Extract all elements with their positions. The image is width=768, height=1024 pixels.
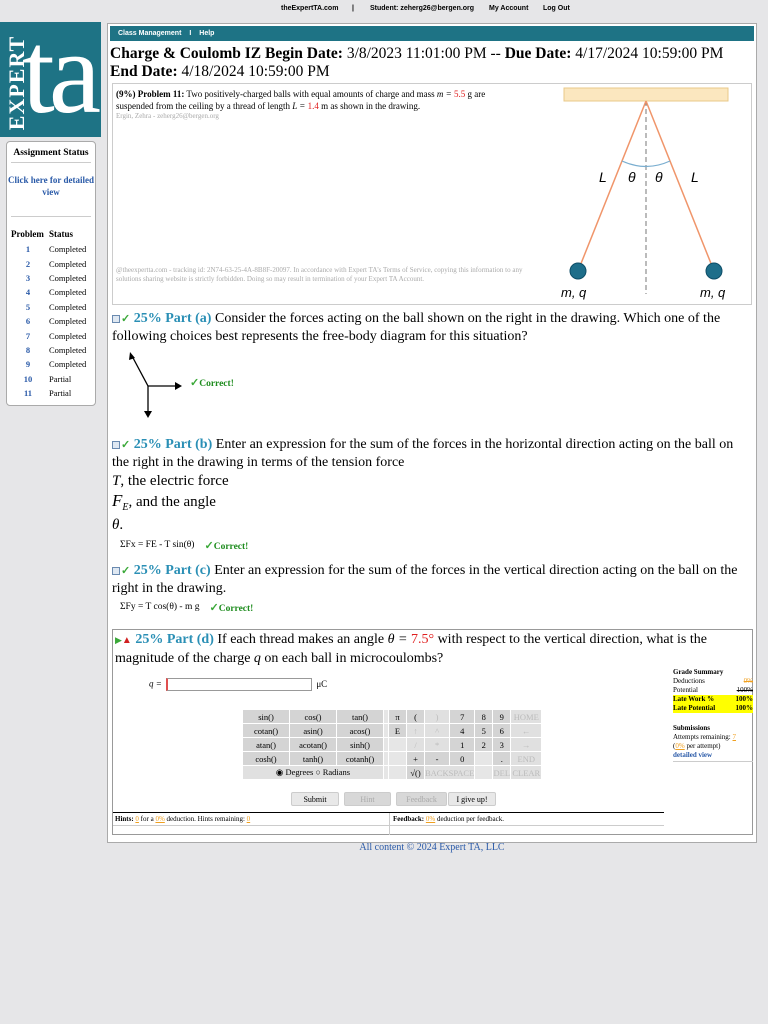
grade-summary bbox=[673, 668, 753, 762]
part-c-result bbox=[209, 601, 253, 614]
hints-feedback-bar bbox=[113, 812, 664, 834]
problem-status: Completed bbox=[49, 301, 87, 312]
calc-key[interactable]: ) bbox=[425, 710, 449, 723]
main-panel bbox=[107, 23, 757, 843]
right-mass-charge-label: m, q bbox=[700, 285, 726, 300]
assignment-name: Charge & Coulomb IZ bbox=[110, 45, 262, 62]
problem-number[interactable]: 9 bbox=[25, 359, 31, 370]
part-b-result bbox=[204, 539, 248, 552]
status-table bbox=[11, 229, 86, 400]
part-status-icon bbox=[112, 315, 120, 323]
hints-remaining: 0 bbox=[246, 815, 251, 823]
answer-input[interactable] bbox=[166, 678, 312, 691]
latepotential-value: 100% bbox=[735, 704, 753, 712]
top-nav bbox=[0, 0, 768, 18]
play-icon: ▶ bbox=[115, 635, 122, 645]
calc-key[interactable]: + bbox=[407, 752, 424, 765]
calc-func-key[interactable]: cosh() bbox=[243, 752, 289, 765]
calc-key[interactable]: π bbox=[389, 710, 406, 723]
del-key[interactable]: DEL bbox=[493, 767, 511, 778]
calc-key[interactable]: * bbox=[425, 738, 449, 751]
problem-sentence: m as shown in the drawing. bbox=[321, 101, 421, 111]
hints-text: deduction. Hints remaining: bbox=[166, 815, 245, 823]
attempts-row bbox=[673, 733, 753, 742]
part-b-text: , and the angle bbox=[128, 494, 216, 510]
col-problem: Problem bbox=[11, 229, 44, 239]
backspace-key[interactable]: BACKSPACE bbox=[425, 767, 475, 778]
status-row[interactable] bbox=[11, 328, 86, 342]
left-mass-charge-label: m, q bbox=[561, 285, 587, 300]
end-date-label: End Date: bbox=[110, 63, 178, 80]
grade-row-latework bbox=[673, 695, 753, 704]
problem-text bbox=[116, 88, 521, 120]
problem-status: Completed bbox=[49, 287, 87, 298]
problem-status: Completed bbox=[49, 258, 87, 269]
part-status-icon bbox=[112, 441, 120, 449]
divider bbox=[11, 216, 91, 217]
status-row[interactable] bbox=[11, 343, 86, 357]
part-d-question: on each ball in microcoulombs? bbox=[264, 651, 444, 666]
problem-label: Problem 11: bbox=[137, 89, 185, 99]
part-a-title: 25% Part (a) bbox=[133, 311, 212, 326]
divider bbox=[389, 813, 390, 835]
hints-text: for a bbox=[140, 815, 154, 823]
sqrt-key[interactable]: √() bbox=[407, 766, 424, 779]
left-theta-label: θ bbox=[628, 169, 636, 185]
problem-number[interactable]: 1 bbox=[25, 244, 31, 255]
problem-status: Completed bbox=[49, 359, 87, 370]
calc-spacer bbox=[475, 766, 492, 779]
grade-row-potential bbox=[673, 686, 753, 695]
calc-func-key[interactable]: cos() bbox=[290, 710, 336, 723]
student-email: Student: zeherg26@bergen.org bbox=[370, 5, 475, 12]
class-management-link[interactable]: Class Management bbox=[118, 30, 182, 37]
calc-key[interactable]: 0 bbox=[450, 752, 474, 765]
assignment-status-panel bbox=[6, 141, 96, 406]
calc-key[interactable]: ( bbox=[407, 710, 424, 723]
status-row[interactable] bbox=[11, 242, 86, 256]
attempts-value: 7 bbox=[732, 733, 736, 741]
grade-row-deductions bbox=[673, 677, 753, 686]
status-row[interactable] bbox=[11, 271, 86, 285]
per-attempt-pct: 0% bbox=[675, 742, 685, 750]
hints-label: Hints: bbox=[115, 815, 134, 823]
part-b-line2 bbox=[112, 472, 752, 491]
left-length-label: L bbox=[599, 169, 607, 185]
calc-key[interactable]: 3 bbox=[493, 738, 510, 751]
begin-date-label: Begin Date: bbox=[265, 45, 343, 62]
site-link[interactable]: theExpertTA.com bbox=[281, 5, 339, 12]
calc-key[interactable]: - bbox=[425, 752, 449, 765]
part-a bbox=[108, 310, 756, 346]
length-symbol: L = bbox=[292, 101, 306, 111]
due-date-label: Due Date: bbox=[504, 45, 572, 62]
calc-func-key[interactable]: asin() bbox=[290, 724, 336, 737]
check-icon: ✓ bbox=[121, 313, 131, 325]
calc-spacer bbox=[389, 766, 406, 779]
problem-status: Completed bbox=[49, 330, 87, 341]
calc-func-key[interactable]: sinh() bbox=[337, 738, 383, 751]
logo-vertical-text: EXPERT bbox=[4, 35, 29, 131]
part-b-question: Enter an expression for the sum of the forces in the horizontal direction acting on the ball on the right in the drawing in terms of the tension force bbox=[112, 437, 734, 470]
answer-label: q = bbox=[149, 678, 162, 689]
calc-key[interactable]: . bbox=[493, 752, 510, 765]
problem-status: Completed bbox=[49, 344, 87, 355]
right-theta-label: θ bbox=[655, 169, 663, 185]
my-account-link[interactable]: My Account bbox=[489, 5, 529, 12]
free-body-diagram-icon bbox=[122, 350, 192, 422]
feedback-text: deduction per feedback. bbox=[436, 815, 505, 823]
clear-key[interactable]: CLEAR bbox=[512, 767, 541, 778]
status-row[interactable] bbox=[11, 285, 86, 299]
calc-func-key[interactable]: cotan() bbox=[243, 724, 289, 737]
force-symbol: F bbox=[112, 491, 123, 510]
part-d-header bbox=[113, 630, 752, 669]
give-up-button[interactable]: I give up! bbox=[448, 792, 496, 806]
attempts-label: Attempts remaining: bbox=[673, 733, 731, 741]
divider bbox=[113, 825, 664, 826]
part-b-text: . bbox=[119, 517, 124, 533]
mass-value: 5.5 bbox=[453, 89, 466, 99]
per-attempt-label: per attempt) bbox=[686, 742, 721, 750]
grade-summary-title: Grade Summary bbox=[673, 668, 724, 676]
tension-symbol: T bbox=[112, 473, 121, 489]
ceiling bbox=[564, 88, 728, 101]
charge-symbol: q bbox=[253, 651, 261, 666]
due-date: 4/17/2024 10:59:00 PM bbox=[575, 45, 724, 62]
part-status-icon bbox=[112, 567, 120, 575]
length-value: 1.4 bbox=[307, 101, 319, 111]
feedback-button[interactable]: Feedback bbox=[396, 792, 447, 806]
status-row[interactable] bbox=[11, 314, 86, 328]
problem-number[interactable]: 8 bbox=[25, 344, 31, 355]
problem-number[interactable]: 10 bbox=[23, 373, 33, 384]
part-d-question: If each thread makes an angle bbox=[217, 632, 385, 647]
theta-symbol: θ bbox=[112, 517, 120, 533]
calc-key[interactable]: ↑ bbox=[407, 724, 424, 737]
deductions-label: Deductions bbox=[673, 677, 705, 685]
calc-key[interactable]: 8 bbox=[475, 710, 492, 723]
calc-key[interactable]: ← bbox=[511, 724, 541, 737]
end-date: 4/18/2024 10:59:00 PM bbox=[181, 63, 330, 80]
calc-func-key[interactable]: tanh() bbox=[290, 752, 336, 765]
calc-spacer bbox=[384, 766, 388, 779]
calc-key[interactable]: 4 bbox=[450, 724, 474, 737]
part-b bbox=[108, 436, 756, 534]
correct-label: Correct! bbox=[218, 603, 254, 614]
theta-value: 7.5° bbox=[410, 632, 435, 647]
part-b-answer-text: ΣFx = FE - T sin(θ) bbox=[120, 540, 195, 550]
menu-separator: I bbox=[189, 30, 192, 37]
calc-spacer bbox=[384, 738, 388, 751]
radians-label: Radians bbox=[322, 767, 351, 777]
latework-value: 100% bbox=[735, 695, 753, 703]
feedback-pct: 0% bbox=[425, 815, 436, 823]
divider bbox=[11, 162, 91, 163]
nav-separator: | bbox=[352, 5, 354, 12]
problem-statement bbox=[112, 83, 752, 305]
submissions-title: Submissions bbox=[673, 724, 710, 732]
calc-key[interactable]: 6 bbox=[493, 724, 510, 737]
check-icon: ✓ bbox=[204, 539, 214, 552]
footer-copyright: All content © 2024 Expert TA, LLC bbox=[359, 842, 505, 853]
part-d-title: 25% Part (d) bbox=[135, 632, 214, 647]
right-length-label: L bbox=[691, 169, 699, 185]
menu-bar bbox=[110, 26, 754, 41]
feedback-info bbox=[393, 815, 504, 823]
status-row[interactable] bbox=[11, 300, 86, 314]
calc-func-key[interactable]: cotanh() bbox=[337, 752, 383, 765]
part-a-answer bbox=[108, 346, 756, 426]
calc-key bbox=[389, 752, 406, 765]
hint-button[interactable]: Hint bbox=[344, 792, 391, 806]
check-icon: ✓ bbox=[209, 601, 219, 614]
problem-status: Completed bbox=[49, 244, 87, 255]
part-b-line3 bbox=[112, 491, 752, 517]
problem-status: Completed bbox=[49, 316, 87, 327]
detailed-view-link[interactable]: Click here for detailed view bbox=[8, 175, 94, 197]
copyright-notice: @theexpertta.com - tracking id: 2N74-63-25-4A-8B8F-20097. In accordance with Expert TA's Terms of Service, copying this information to any solutions sharing website is strictly forbidden. Doing so may result in termination of your Expert TA Account. bbox=[116, 266, 523, 283]
left-thread bbox=[578, 101, 646, 271]
part-a-question: Consider the forces acting on the ball shown on the right in the drawing. Which one of the following choices best represents the free-body diagram for this situation? bbox=[112, 311, 721, 344]
pendulum-diagram bbox=[558, 86, 753, 304]
calc-key[interactable]: 1 bbox=[450, 738, 474, 751]
submit-button[interactable]: Submit bbox=[291, 792, 339, 806]
correct-label: Correct! bbox=[213, 541, 249, 552]
part-b-answer bbox=[108, 536, 756, 554]
calc-key bbox=[475, 752, 492, 765]
expert-ta-logo bbox=[0, 22, 101, 137]
grade-detailed-view-link[interactable]: detailed view bbox=[673, 751, 753, 762]
calc-func-key[interactable]: sin() bbox=[243, 710, 289, 723]
calc-key[interactable]: → bbox=[511, 738, 541, 751]
part-c-question: Enter an expression for the sum of the forces in the vertical direction acting on the ball on the right in the drawing. bbox=[112, 563, 738, 596]
status-row[interactable] bbox=[11, 386, 86, 400]
part-c bbox=[108, 562, 756, 598]
problem-sentence: g are suspended from the ceiling by a thread of length bbox=[116, 89, 486, 111]
part-c-answer-text: ΣFy = T cos(θ) - m g bbox=[120, 602, 200, 612]
part-b-text: , the electric force bbox=[120, 473, 229, 489]
problem-number[interactable]: 6 bbox=[25, 316, 31, 327]
problem-status: Completed bbox=[49, 272, 87, 283]
calc-key[interactable]: 2 bbox=[475, 738, 492, 751]
problem-number[interactable]: 3 bbox=[25, 272, 31, 283]
part-c-title: 25% Part (c) bbox=[133, 563, 211, 578]
calc-func-key[interactable]: acotan() bbox=[290, 738, 336, 751]
calc-spacer bbox=[384, 710, 388, 723]
right-ball bbox=[706, 263, 722, 279]
theta-symbol: θ = bbox=[387, 632, 408, 647]
degrees-label: Degrees bbox=[285, 767, 314, 777]
warning-icon: ▲ bbox=[121, 635, 132, 646]
calc-key[interactable]: END bbox=[511, 752, 541, 765]
check-icon: ✓ bbox=[121, 439, 131, 451]
part-d bbox=[112, 629, 753, 835]
problem-number[interactable]: 2 bbox=[25, 258, 31, 269]
problem-number[interactable]: 4 bbox=[25, 287, 31, 298]
calculator-keypad bbox=[242, 709, 542, 780]
problem-number[interactable]: 5 bbox=[25, 301, 31, 312]
calc-key[interactable]: HOME bbox=[511, 710, 541, 723]
problem-status: Partial bbox=[49, 373, 72, 384]
right-thread bbox=[646, 101, 714, 271]
radians-radio[interactable]: ○ bbox=[315, 767, 321, 777]
part-b-title: 25% Part (b) bbox=[133, 437, 213, 452]
hints-info bbox=[115, 815, 250, 823]
calc-key[interactable]: / bbox=[407, 738, 424, 751]
status-row[interactable] bbox=[11, 372, 86, 386]
problem-number[interactable]: 7 bbox=[25, 330, 31, 341]
log-out-link[interactable]: Log Out bbox=[543, 5, 570, 12]
part-a-result bbox=[190, 373, 234, 391]
calc-func-key[interactable]: acos() bbox=[337, 724, 383, 737]
calc-spacer bbox=[384, 724, 388, 737]
status-row[interactable] bbox=[11, 256, 86, 270]
logo-ta-text: ta bbox=[22, 22, 96, 137]
latework-label: Late Work % bbox=[673, 695, 715, 703]
correct-label: Correct! bbox=[199, 379, 234, 389]
assignment-header bbox=[108, 43, 756, 81]
calc-key bbox=[389, 738, 406, 751]
help-link[interactable]: Help bbox=[199, 30, 215, 37]
latepotential-label: Late Potential bbox=[673, 704, 716, 712]
unit-label: μC bbox=[316, 678, 328, 689]
feedback-label: Feedback: bbox=[393, 815, 425, 823]
calc-key[interactable]: 5 bbox=[475, 724, 492, 737]
calc-key[interactable]: 9 bbox=[493, 710, 510, 723]
potential-label: Potential bbox=[673, 686, 698, 694]
col-status: Status bbox=[49, 229, 74, 239]
potential-value: 100% bbox=[736, 686, 753, 694]
calc-key[interactable]: 7 bbox=[450, 710, 474, 723]
calc-spacer bbox=[384, 752, 388, 765]
deductions-value: 0% bbox=[743, 677, 753, 685]
part-c-answer bbox=[108, 598, 756, 616]
part-b-line4 bbox=[112, 517, 752, 534]
part-d-question: with respect to the vertical direction, what is the magnitude of the charge bbox=[115, 632, 707, 666]
assignment-status-title: Assignment Status bbox=[13, 148, 89, 158]
begin-date: 3/8/2023 11:01:00 PM bbox=[346, 45, 487, 62]
degrees-radio[interactable]: ◉ bbox=[275, 767, 284, 777]
problem-number[interactable]: 11 bbox=[23, 388, 33, 399]
hints-pct: 0% bbox=[155, 815, 165, 823]
check-icon: ✓ bbox=[121, 565, 131, 577]
student-meta: Ergin, Zehra - zeherg26@bergen.org bbox=[116, 112, 219, 120]
calc-func-key[interactable]: atan() bbox=[243, 738, 289, 751]
per-attempt-row: (0% per attempt) bbox=[673, 742, 721, 750]
answer-row bbox=[149, 678, 327, 691]
angle-mode bbox=[243, 766, 383, 779]
problem-percent: (9%) bbox=[116, 89, 136, 99]
grade-row-latepotential bbox=[673, 704, 753, 713]
check-icon: ✓ bbox=[190, 377, 200, 389]
mass-symbol: m = bbox=[436, 89, 452, 99]
hints-count: 0 bbox=[135, 815, 139, 823]
problem-status: Partial bbox=[49, 388, 72, 399]
calc-key[interactable]: E bbox=[389, 724, 406, 737]
date-dash: -- bbox=[490, 45, 501, 62]
status-row[interactable] bbox=[11, 357, 86, 371]
calc-func-key[interactable]: tan() bbox=[337, 710, 383, 723]
left-ball bbox=[570, 263, 586, 279]
force-subscript: E bbox=[122, 502, 129, 513]
problem-sentence: Two positively-charged balls with equal amounts of charge and mass bbox=[186, 89, 435, 99]
calc-key[interactable]: ^ bbox=[425, 724, 449, 737]
